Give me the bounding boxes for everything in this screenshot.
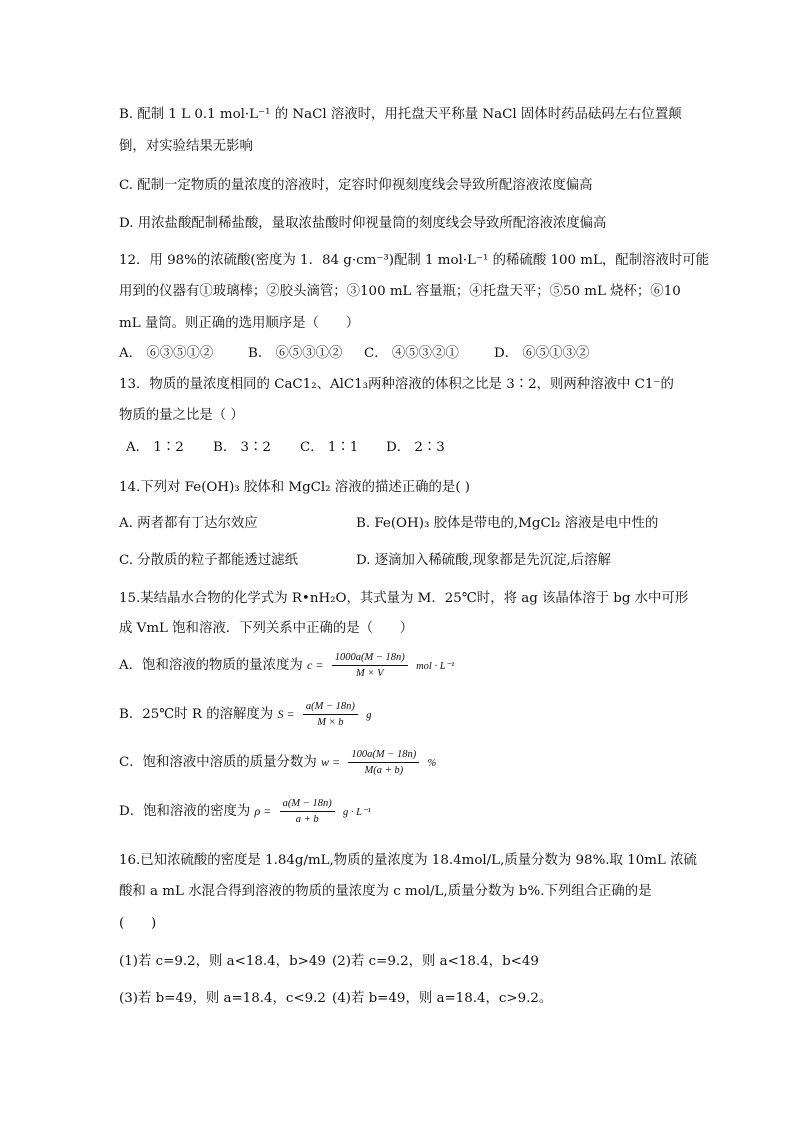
q15-option-d [119, 797, 371, 826]
q15-option-b-text: B．25℃时 R 的溶解度为 [119, 707, 274, 722]
q12-stem-line3: mL 量筒。则正确的选用顺序是（ ） [119, 316, 360, 331]
q16-stem-line2: 酸和 a mL 水混合得到溶液的物质的量浓度为 c mol/L,质量分数为 b%.下列组合正确的是 [119, 884, 652, 899]
q13-option-c: C． 1∶1 [300, 440, 359, 455]
q16-option-1: (1)若 c=9.2，则 a<18.4，b>49 [119, 954, 326, 969]
q11-option-c: C. 配制一定物质的量浓度的溶液时，定容时仰视刻度线会导致所配溶液浓度偏高 [119, 178, 593, 193]
q16-stem-line1: 16.已知浓硫酸的密度是 1.84g/mL,物质的量浓度为 18.4mol/L,质量分数为 98%.取 10mL 浓硫 [119, 853, 697, 868]
q15-option-c [119, 748, 436, 777]
q15-option-c-text: C．饱和溶液中溶质的质量分数为 [119, 755, 317, 770]
q15-option-a-numerator: 1000a(M − 18n) [332, 651, 408, 666]
q14-option-c: C. 分散质的粒子都能透过滤纸 [119, 553, 298, 568]
q15-option-b-numerator: a(M − 18n) [303, 700, 358, 715]
q15-option-a [119, 651, 454, 680]
q13-stem-line1: 13．物质的量浓度相同的 CaC1₂、AlC1₃两种溶液的体积之比是 3∶2，则两种溶液中 C1⁻的 [119, 377, 674, 392]
q14-option-d: D. 逐滴加入稀硫酸,现象都是先沉淀,后溶解 [356, 553, 611, 568]
q15-option-b [119, 700, 371, 729]
q15-option-b-lhs: S = [277, 707, 295, 721]
q12-option-b: B． ⑥⑤③①② [248, 346, 343, 361]
q11-option-b-line1: B. 配制 1 L 0.1 mol·L⁻¹ 的 NaCl 溶液时，用托盘天平称量 NaCl 固体时药品砝码左右位置颠 [119, 107, 682, 122]
q15-option-d-denominator: a + b [295, 814, 319, 825]
q15-option-a-fraction [332, 651, 408, 680]
q16-stem-line3: ( ) [119, 916, 157, 931]
q16-option-2: (2)若 c=9.2，则 a<18.4，b<49 [332, 954, 539, 969]
q13-option-a: A． 1∶2 [126, 440, 184, 455]
q15-option-a-lhs: c = [307, 658, 324, 672]
q15-stem-line2: 成 VmL 饱和溶液．下列关系中正确的是（ ） [119, 621, 414, 636]
q15-option-b-fraction [303, 700, 358, 729]
q15-option-d-fraction [280, 797, 335, 826]
q15-option-a-text: A．饱和溶液的物质的量浓度为 [119, 658, 303, 673]
q15-option-d-text: D．饱和溶液的密度为 [119, 804, 251, 819]
q15-option-d-lhs: ρ = [254, 804, 272, 818]
q14-option-b: B. Fe(OH)₃ 胶体是带电的,MgCl₂ 溶液是电中性的 [356, 516, 659, 531]
q13-option-b: B． 3∶2 [213, 440, 271, 455]
q14-stem: 14.下列对 Fe(OH)₃ 胶体和 MgCl₂ 溶液的描述正确的是( ) [119, 480, 471, 495]
q14-option-a: A. 两者都有丁达尔效应 [119, 516, 258, 531]
q15-option-d-unit: g · L⁻¹ [343, 807, 371, 818]
q15-option-b-denominator: M × b [317, 717, 344, 728]
q16-option-3: (3)若 b=49，则 a=18.4，c<9.2 [119, 991, 326, 1006]
q12-stem-line2: 用到的仪器有①玻璃棒；②胶头滴管；③100 mL 容量瓶；④托盘天平；⑤50 mL 烧杯；⑥10 [119, 284, 681, 299]
q15-option-c-lhs: w = [320, 755, 341, 769]
q15-option-c-denominator: M(a + b) [364, 765, 404, 776]
q15-option-c-fraction [348, 748, 419, 777]
q12-stem-line1: 12．用 98%的浓硫酸(密度为 1．84 g·cm⁻³)配制 1 mol·L⁻¹ 的稀硫酸 100 mL，配制溶液时可能 [119, 253, 709, 268]
q12-option-c: C． ④⑤③②① [364, 346, 459, 361]
q15-option-c-unit: % [427, 758, 437, 769]
q12-option-a: A． ⑥③⑤①② [119, 346, 214, 361]
q11-option-d: D. 用浓盐酸配制稀盐酸，量取浓盐酸时仰视量筒的刻度线会导致所配溶液浓度偏高 [119, 216, 607, 231]
q12-option-d: D． ⑥⑤①③② [494, 346, 590, 361]
q13-stem-line2: 物质的量之比是（ ） [119, 408, 244, 423]
q15-stem-line1: 15.某结晶水合物的化学式为 R•nH₂O，其式量为 M．25℃时，将 ag 该晶体溶于 bg 水中可形 [119, 591, 689, 606]
q15-option-a-denominator: M × V [356, 668, 384, 679]
q11-option-b-line2: 倒，对实验结果无影响 [119, 139, 253, 154]
q15-option-a-unit: mol · L⁻¹ [416, 661, 455, 672]
q15-option-c-numerator: 100a(M − 18n) [348, 748, 419, 763]
q15-option-d-numerator: a(M − 18n) [280, 797, 335, 812]
q15-option-b-unit: g [366, 710, 372, 721]
q13-option-d: D． 2∶3 [386, 440, 445, 455]
q16-option-4: (4)若 b=49，则 a=18.4，c>9.2。 [332, 991, 553, 1006]
